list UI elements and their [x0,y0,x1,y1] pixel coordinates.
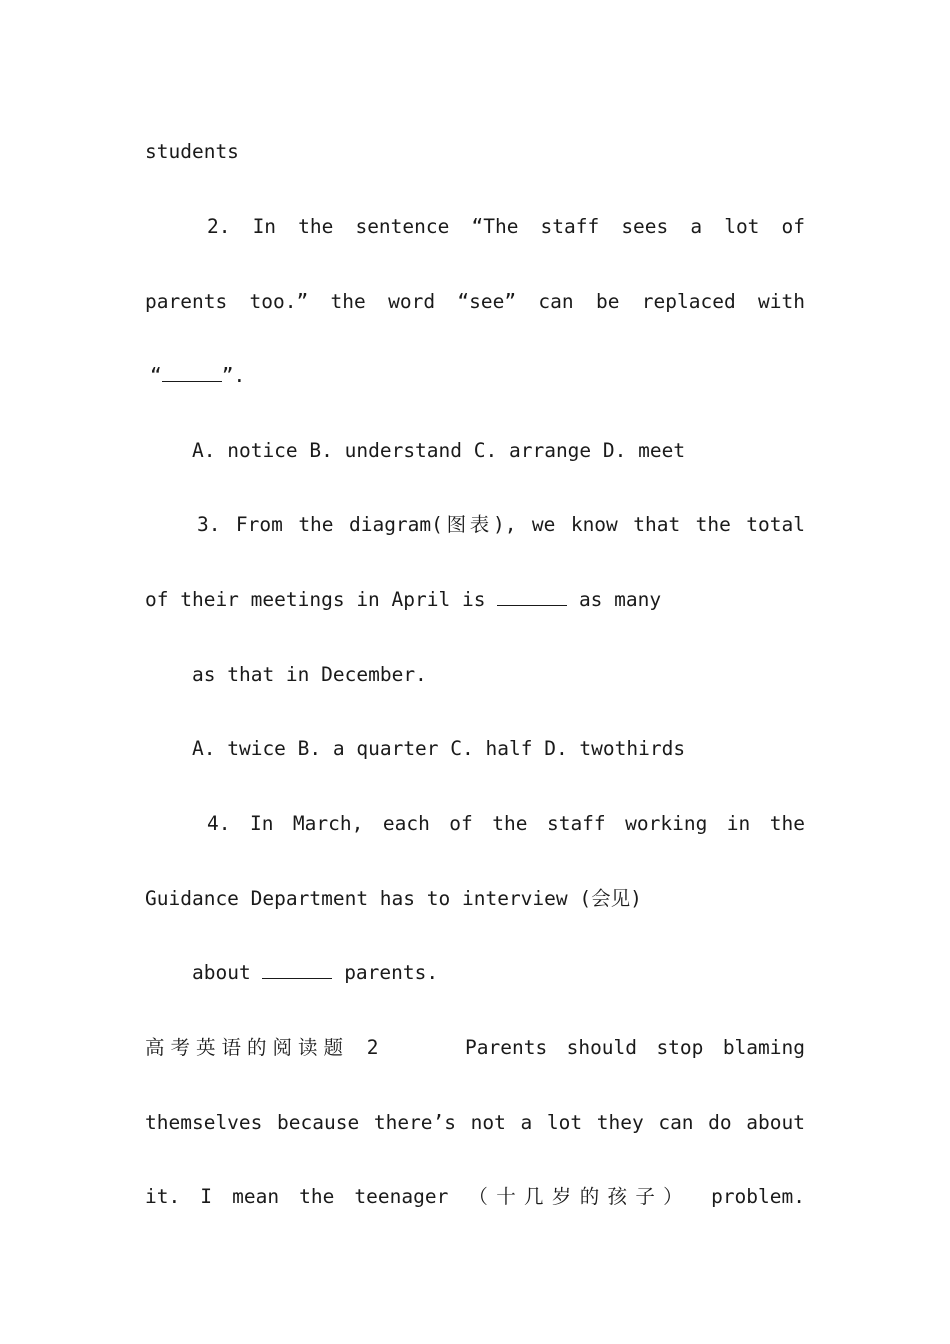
question-2-line-1: 2. In the sentence “The staff sees a lot of [207,215,805,238]
question-3-text-before-blank: of their meetings in April is [145,588,498,611]
question-2-line-2: parents too.” the word “see” can be replaced with [145,290,805,313]
text-line-students: students [145,140,239,163]
question-4-text-after-blank: parents. [332,961,439,984]
question-3-options: A. twice B. a quarter C. half D. twothirds [192,737,686,760]
passage-2-line-1 [145,1033,805,1063]
question-3-line-1: 3. From the diagram(图表), we know that the total [197,513,805,536]
question-2-blank-line [150,361,810,391]
question-3-line-2 [145,585,805,615]
passage-2-text: Parents should stop blaming [465,1036,805,1059]
question-4-line-1: 4. In March, each of the staff working in the [207,812,805,835]
answer-blank [262,960,332,979]
passage-2-line-3: it. I mean the teenager （十几岁的孩子） problem. [145,1185,805,1208]
passage-2-line-2: themselves because there’s not a lot they can do about [145,1111,805,1134]
section-heading: 高考英语的阅读题 2 [145,1036,385,1059]
answer-blank [162,363,222,382]
question-4-text-before-blank: about [192,961,263,984]
question-3-line-3: as that in December. [192,663,427,686]
close-quote: ”. [221,364,246,387]
answer-blank [497,587,567,606]
question-4-line-2: Guidance Department has to interview (会见) [145,887,642,910]
open-quote: “ [150,364,162,387]
question-2-options: A. notice B. understand C. arrange D. meet [192,439,686,462]
question-3-text-after-blank: as many [567,588,662,611]
question-4-line-3 [192,958,805,988]
